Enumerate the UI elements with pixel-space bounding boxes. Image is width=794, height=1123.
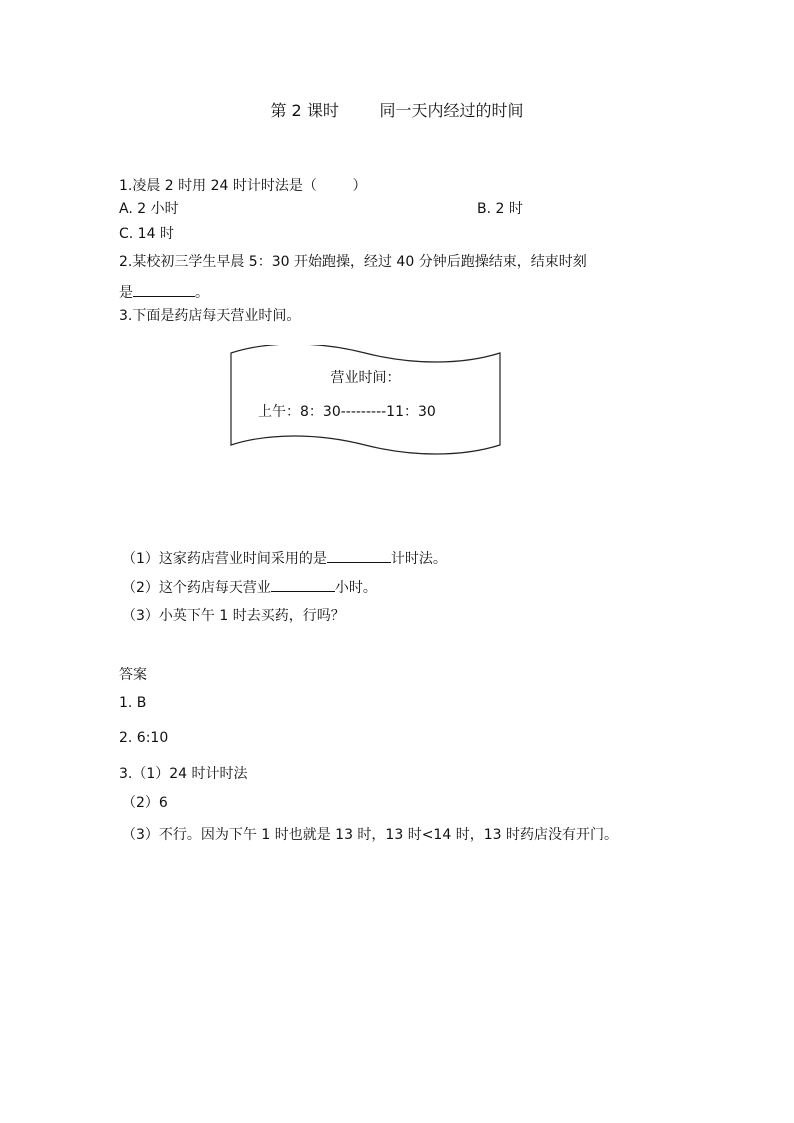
- question-2-answer-blank: [133, 282, 195, 297]
- question-3-sub-2-suffix: 小时。: [334, 580, 377, 596]
- business-hours-sign: [228, 345, 503, 457]
- question-3-sub-1-prefix: （1）这家药店营业时间采用的是: [122, 551, 327, 567]
- question-3-sub-2-prefix: （2）这个药店每天营业: [122, 580, 271, 596]
- question-1-option-c: C. 14 时: [119, 226, 174, 242]
- question-1-option-a: A. 2 小时: [119, 201, 179, 217]
- answer-1: 1. B: [119, 695, 147, 711]
- answer-3-1: 3.（1）24 时计时法: [119, 766, 248, 782]
- question-3-sub-1-blank: [327, 548, 391, 563]
- page-title: 第 2 课时 同一天内经过的时间: [270, 101, 524, 120]
- question-1-stem: 1.凌晨 2 时用 24 时计时法是（ ）: [119, 178, 367, 194]
- question-3-stem: 3.下面是药店每天营业时间。: [119, 308, 301, 324]
- question-3-sub-1: [122, 548, 447, 568]
- answer-2: 2. 6:10: [119, 730, 169, 746]
- answers-heading: 答案: [119, 667, 147, 683]
- question-3-sub-2-blank: [271, 577, 335, 592]
- question-1-option-b: B. 2 时: [477, 201, 523, 217]
- answer-3-3: （3）不行。因为下午 1 时也就是 13 时，13 时<14 时，13 时药店没有开门。: [122, 827, 618, 843]
- question-2-suffix: 。: [195, 285, 209, 301]
- question-2-line-2: [119, 282, 209, 302]
- sign-title: 营业时间：: [330, 370, 401, 386]
- question-3-sub-3: （3）小英下午 1 时去买药，行吗？: [122, 608, 345, 624]
- question-3-sub-1-suffix: 计时法。: [390, 551, 447, 567]
- answer-3-2: （2）6: [122, 795, 168, 811]
- question-3-sub-2: [122, 577, 377, 597]
- question-2-prefix: 是: [119, 285, 133, 301]
- question-2-line-1: 2.某校初三学生早晨 5：30 开始跑操，经过 40 分钟后跑操结束，结束时刻: [119, 254, 587, 270]
- sign-hours: 上午：8：30---------11：30: [258, 404, 436, 420]
